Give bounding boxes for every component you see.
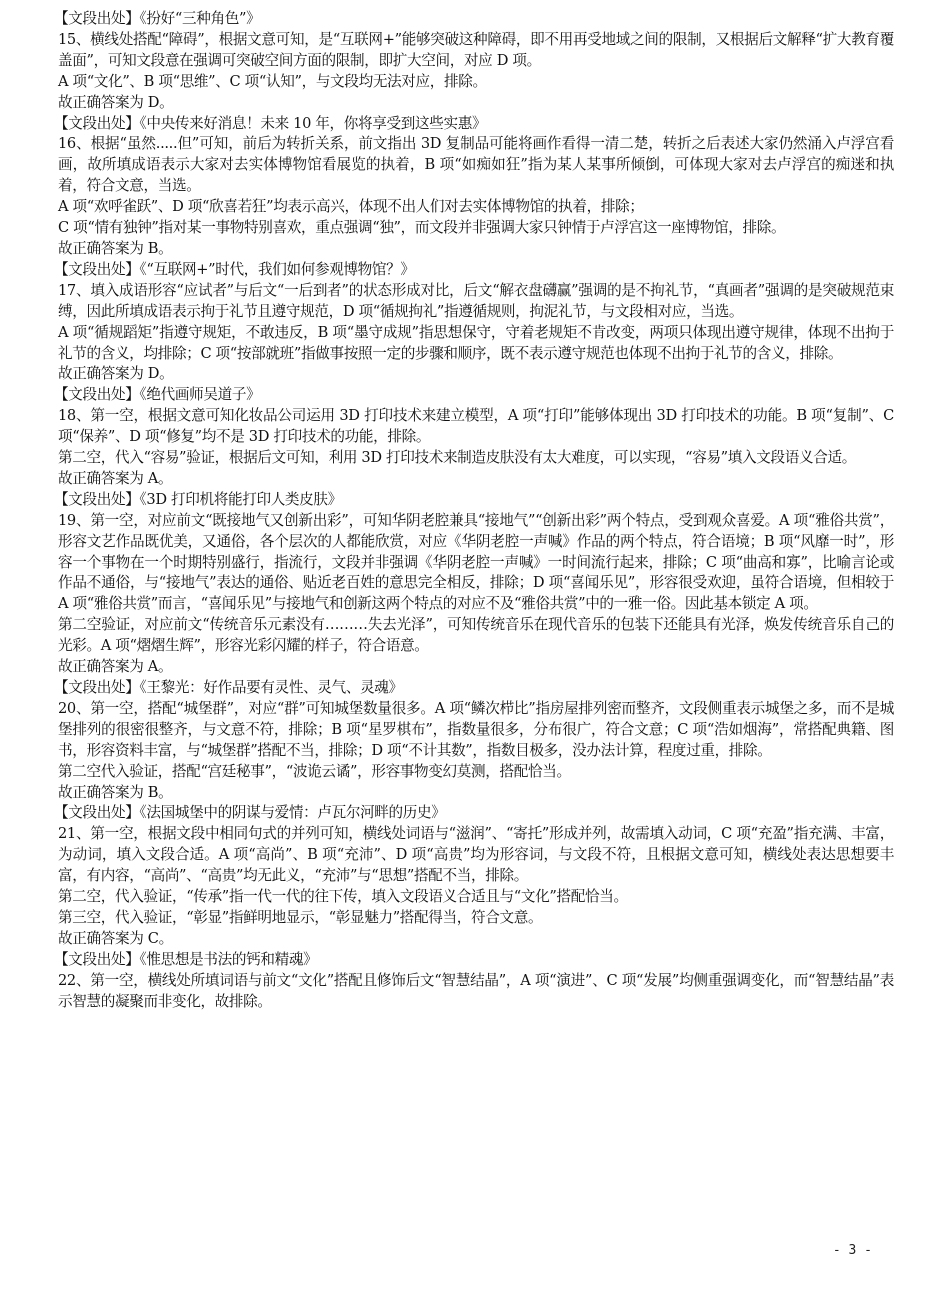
explanation-paragraph: 19、第一空，对应前文“既接地气又创新出彩”，可知华阴老腔兼具“接地气”“创新出彩”两个特点，受到观众喜爱。A 项“雅俗共赏”，形容文艺作品既优美，又通俗，各个层次的人都能欣赏，对应《华阴老腔一声喊》作品的两个特点，符合语境；B 项“风靡一时”，形容一个事物在一个时期特别盛行，指流行，文段并非强调《华阴老腔一声喊》一时间流行起来，排除；C 项“曲高和寡”，比喻言论或作品不通俗，与“接地气”表达的通俗、贴近老百姓的意思完全相反，排除；D 项“喜闻乐见”，形容很受欢迎，虽符合语境，但相较于 A 项“雅俗共赏”而言，“喜闻乐见”与接地气和创新这两个特点的对应不及“雅俗共赏”中的一雅一俗。因此基本锁定 A 项。 bbox=[58, 511, 894, 613]
explanation-paragraph: 故正确答案为 B。 bbox=[58, 239, 173, 257]
explanation-paragraph: 故正确答案为 D。 bbox=[58, 93, 174, 111]
source-citation: 【文段出处】《王黎光：好作品要有灵性、灵气、灵魂》 bbox=[54, 679, 403, 696]
explanation-paragraph: 故正确答案为 A。 bbox=[58, 658, 173, 676]
source-citation: 【文段出处】《扮好“三种角色”》 bbox=[54, 10, 261, 27]
explanation-paragraph: 15、横线处搭配“障碍”，根据文意可知，是“互联网+”能够突破这种障碍，即不用再受地域之间的限制，又根据后文解释“扩大教育覆盖面”，可知文段意在强调可突破空间方面的限制，即扩大空间，对应 D 项。 bbox=[58, 30, 894, 69]
source-citation: 【文段出处】《绝代画师吴道子》 bbox=[54, 386, 261, 404]
source-citation: 【文段出处】《中央传来好消息！未来 10 年，你将享受到这些实惠》 bbox=[54, 114, 487, 132]
answer-explanations bbox=[54, 9, 894, 1013]
source-citation: 【文段出处】《惟思想是书法的钙和精魂》 bbox=[54, 950, 318, 968]
explanation-paragraph: 16、根据“虽然.....但”可知，前后为转折关系，前文指出 3D 复制品可能将画作看得一清二楚，转折之后表述大家仍然涌入卢浮宫看画，故所填成语表示大家对去实体博物馆看展览的执着，B 项“如痴如狂”指为某人某事所倾倒，可体现大家对去卢浮宫的痴迷和执着，符合文意，当选。 bbox=[58, 135, 894, 195]
explanation-paragraph: 20、第一空，搭配“城堡群”，对应“群”可知城堡数量很多。A 项“鳞次栉比”指房屋排列密而整齐，文段侧重表示城堡之多，而不是城堡排列的很密很整齐，与文意不符，排除；B 项“星罗棋布”，指数量很多，分布很广，符合文意；C 项“浩如烟海”，常搭配典籍、图书，形容资料丰富，与“城堡群”搭配不当，排除；D 项“不计其数”，指数目极多，没办法计算，程度过重，排除。 bbox=[58, 699, 894, 759]
explanation-paragraph: 第三空，代入验证，“彰显”指鲜明地显示，“彰显魅力”搭配得当，符合文意。 bbox=[58, 908, 543, 926]
explanation-paragraph: 18、第一空，根据文意可知化妆品公司运用 3D 打印技术来建立模型，A 项“打印”能够体现出 3D 打印技术的功能。B 项“复制”、C 项“保养”、D 项“修复”均不是 3D 打印技术的功能，排除。 bbox=[58, 407, 894, 446]
explanation-paragraph: C 项“情有独钟”指对某一事物特别喜欢，重点强调“独”，而文段并非强调大家只钟情于卢浮宫这一座博物馆，排除。 bbox=[58, 219, 786, 237]
explanation-paragraph: 故正确答案为 B。 bbox=[58, 783, 173, 801]
explanation-paragraph: 第二空，代入“容易”验证，根据后文可知，利用 3D 打印技术来制造皮肤没有太大难度，可以实现，“容易”填入文段语义合适。 bbox=[58, 449, 856, 467]
explanation-paragraph: 故正确答案为 D。 bbox=[58, 365, 174, 383]
explanation-paragraph: 22、第一空，横线处所填词语与前文“文化”搭配且修饰后文“智慧结晶”，A 项“演进”、C 项“发展”均侧重强调变化，而“智慧结晶”表示智慧的凝聚而非变化，故排除。 bbox=[58, 971, 894, 1010]
source-citation: 【文段出处】《“互联网+”时代，我们如何参观博物馆？》 bbox=[54, 260, 415, 278]
explanation-paragraph: 故正确答案为 C。 bbox=[58, 929, 173, 947]
source-citation: 【文段出处】《3D 打印机将能打印人类皮肤》 bbox=[54, 490, 342, 508]
explanation-paragraph: 故正确答案为 A。 bbox=[58, 469, 173, 487]
explanation-paragraph: A 项“文化”、B 项“思维”、C 项“认知”，与文段均无法对应，排除。 bbox=[58, 72, 487, 90]
page-number: - 3 - bbox=[832, 1243, 872, 1258]
explanation-paragraph: 第二空代入验证，搭配“宫廷秘事”，“波诡云谲”，形容事物变幻莫测，搭配恰当。 bbox=[58, 762, 571, 780]
explanation-paragraph: 21、第一空，根据文段中相同句式的并列可知，横线处词语与“滋润”、“寄托”形成并列，故需填入动词，C 项“充盈”指充满、丰富，为动词，填入文段合适。A 项“高尚”、B 项“充沛”、D 项“高贵”均为形容词，与文段不符，且根据文意可知，横线处表达思想要丰富，有内容，“高尚”、“高贵”均无此义，“充沛”与“思想”搭配不当，排除。 bbox=[58, 825, 894, 885]
explanation-paragraph: A 项“欢呼雀跃”、D 项“欣喜若狂”均表示高兴，体现不出人们对去实体博物馆的执着，排除； bbox=[58, 198, 644, 216]
explanation-paragraph: 第二空验证，对应前文“传统音乐元素没有………失去光泽”，可知传统音乐在现代音乐的包装下还能具有光泽，焕发传统音乐自己的光彩。A 项“熠熠生辉”，形容光彩闪耀的样子，符合语意。 bbox=[58, 616, 894, 655]
source-citation: 【文段出处】《法国城堡中的阴谋与爱情：卢瓦尔河畔的历史》 bbox=[54, 804, 446, 822]
explanation-paragraph: A 项“循规蹈矩”指遵守规矩，不敢违反，B 项“墨守成规”指思想保守，守着老规矩不肯改变，两项只体现出遵守规律，体现不出拘于礼节的含义，均排除；C 项“按部就班”指做事按照一定的步骤和顺序，既不表示遵守规范也体现不出拘于礼节的含义，排除。 bbox=[58, 323, 894, 362]
explanation-paragraph: 第二空，代入验证，“传承”指一代一代的往下传，填入文段语义合适且与“文化”搭配恰当。 bbox=[58, 888, 628, 906]
explanation-paragraph: 17、填入成语形容“应试者”与后文“一后到者”的状态形成对比，后文“解衣盘礴赢”强调的是不拘礼节，“真画者”强调的是突破规范束缚，因此所填成语表示拘于礼节且遵守规范，D 项“循规拘礼”指遵循规则，拘泥礼节，与文段相对应，当选。 bbox=[58, 281, 894, 320]
